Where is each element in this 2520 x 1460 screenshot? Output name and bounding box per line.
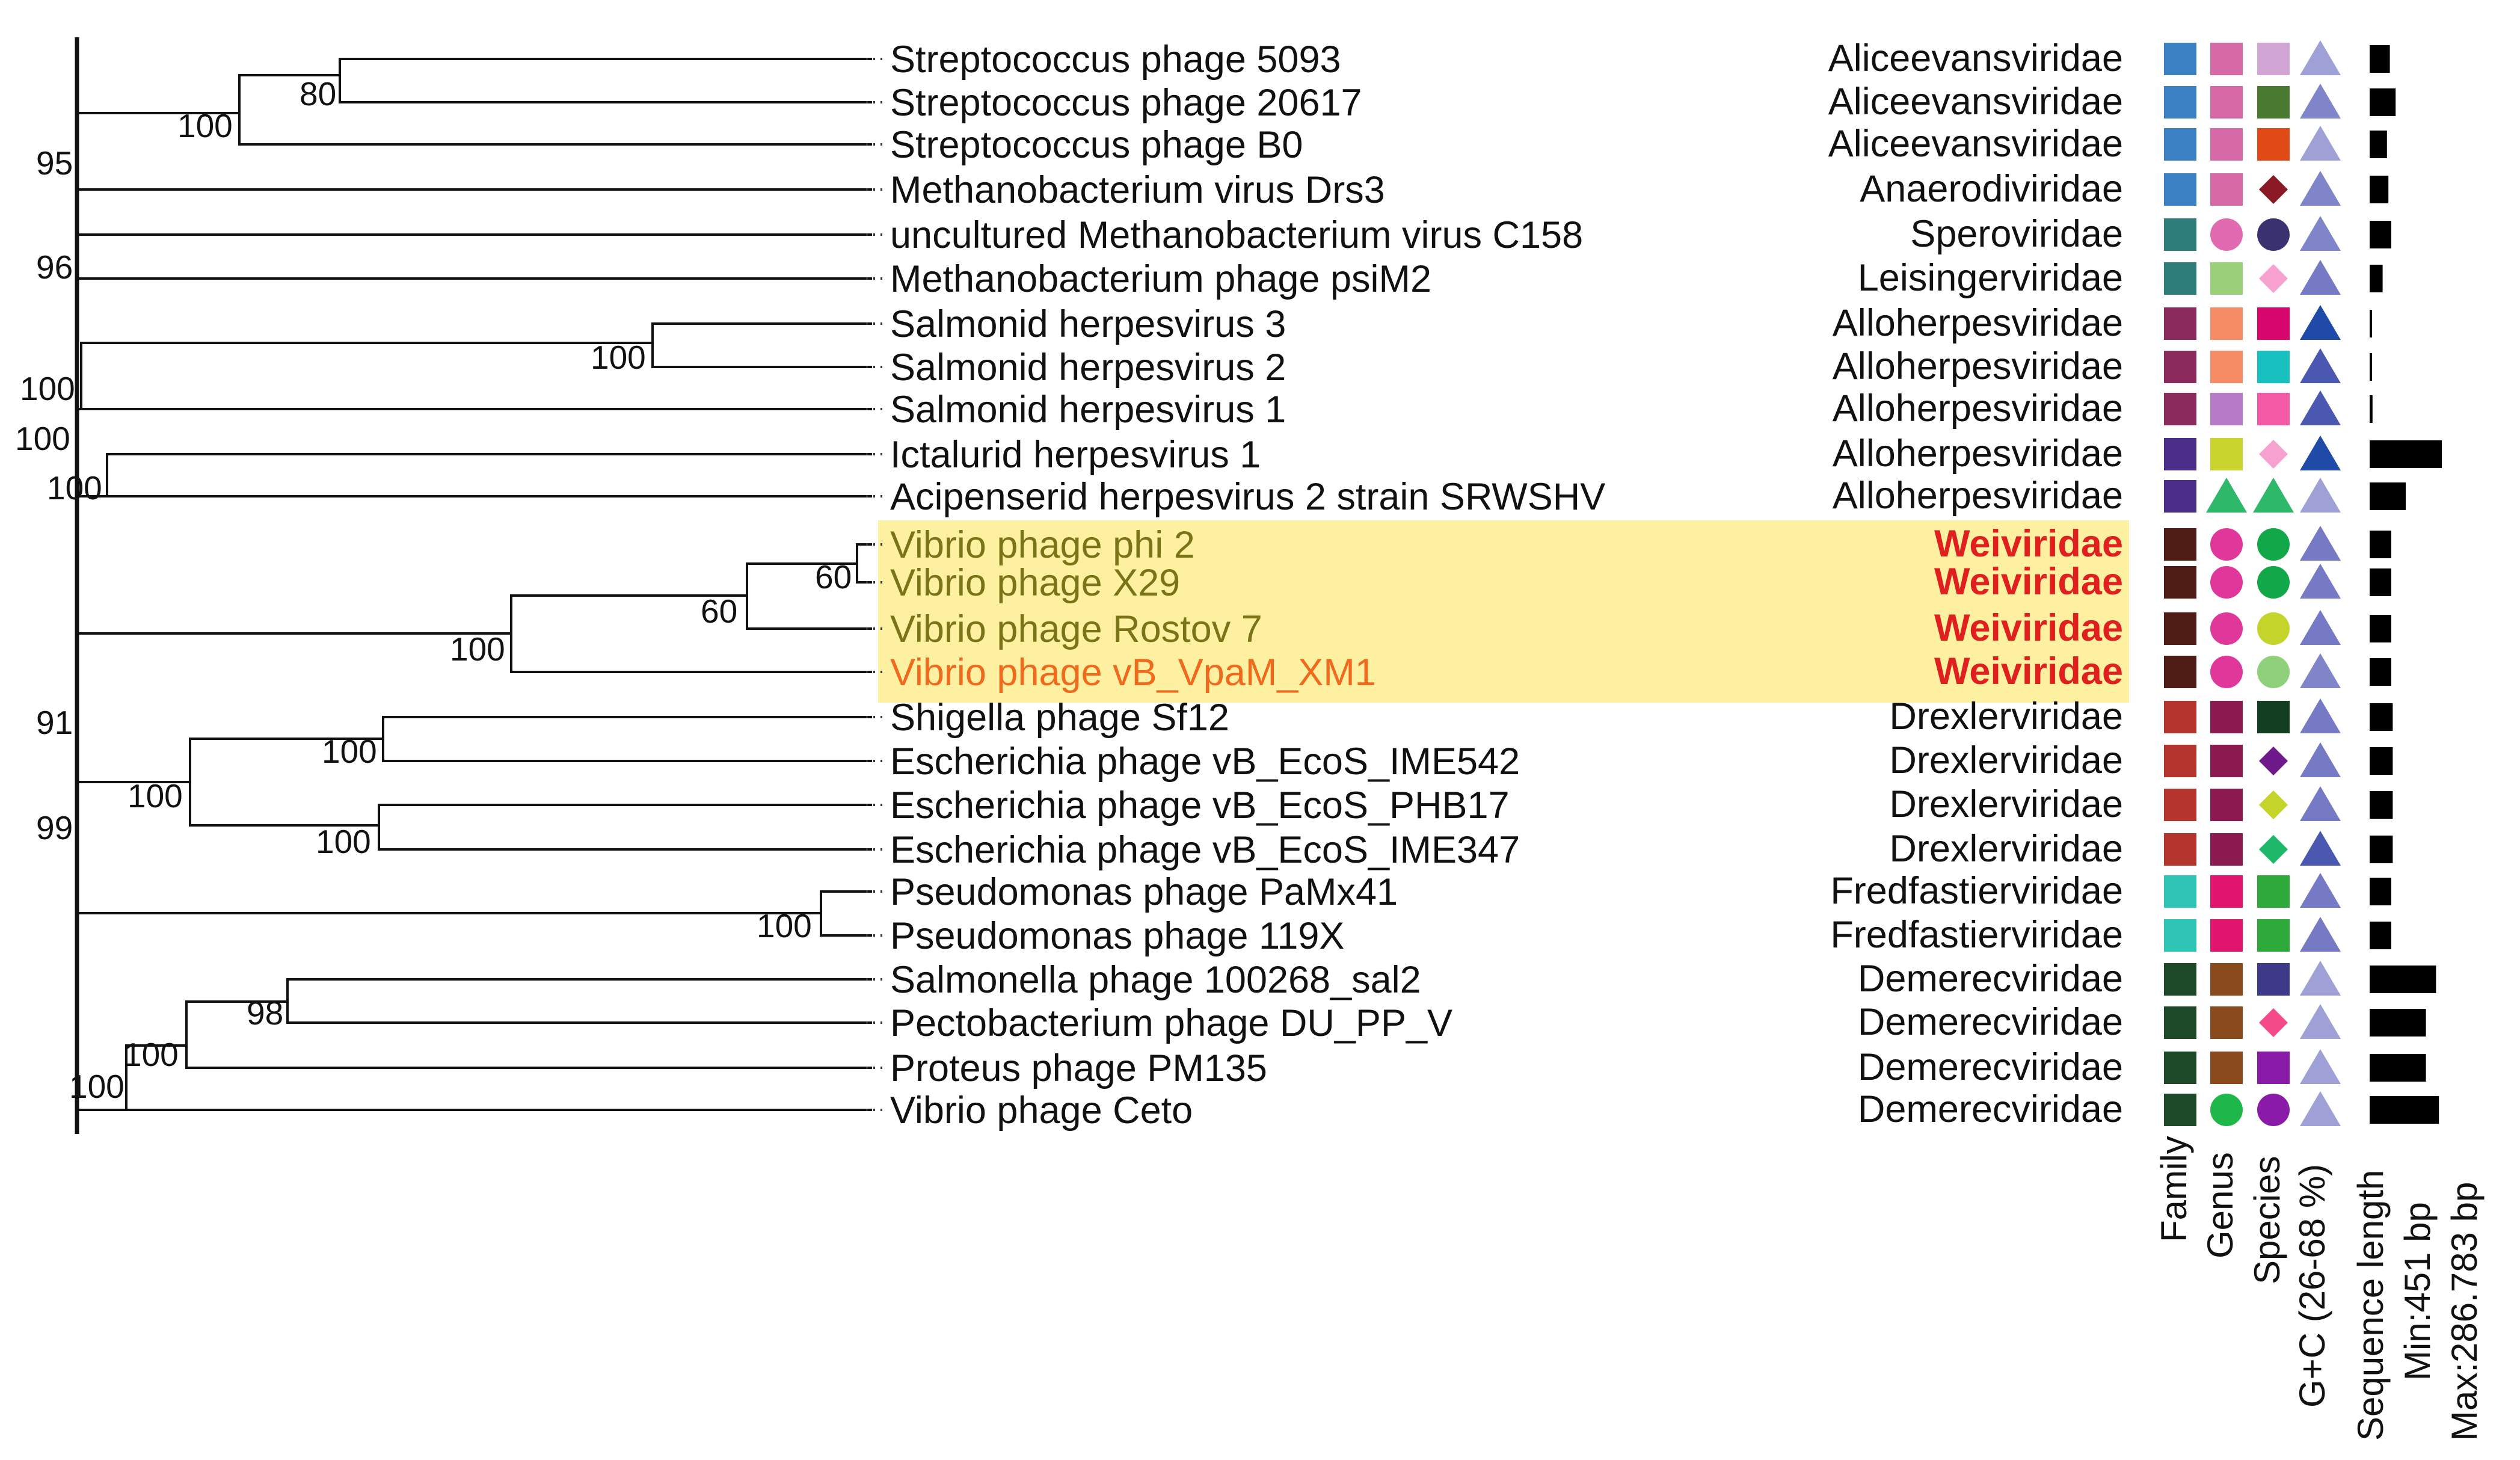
genus-marker (2210, 43, 2243, 75)
species-marker (2257, 701, 2290, 733)
taxon-label: Salmonid herpesvirus 1 (890, 389, 1286, 431)
gc-content-marker (2300, 260, 2341, 295)
gc-content-marker (2300, 961, 2341, 996)
sequence-length-bar (2370, 45, 2390, 73)
genus-marker (2210, 745, 2243, 777)
family-label: Alloherpesviridae (1832, 302, 2123, 344)
family-label: Alloherpesviridae (1832, 345, 2123, 387)
gc-content-marker (2300, 610, 2341, 645)
gc-content-marker (2300, 1049, 2341, 1084)
bootstrap-label: 100 (591, 339, 646, 376)
sequence-length-bar (2370, 703, 2392, 731)
species-marker (2257, 86, 2290, 119)
family-label: Demerecviridae (1857, 1046, 2123, 1088)
taxon-label: Escherichia phage vB_EcoS_PHB17 (890, 784, 1510, 827)
genus-marker (2210, 1006, 2243, 1039)
species-marker (2253, 478, 2294, 513)
sequence-length-bar (2370, 791, 2392, 819)
family-label: Demerecviridae (1857, 1088, 2123, 1130)
taxon-label: Pseudomonas phage 119X (890, 915, 1345, 957)
bootstrap-label: 100 (322, 733, 377, 770)
taxon-label: Acipenserid herpesvirus 2 strain SRWSHV (890, 476, 1606, 518)
sequence-length-bar (2370, 310, 2372, 337)
species-marker (2257, 351, 2290, 383)
genus-marker (2210, 612, 2243, 645)
sequence-length-bar (2370, 176, 2388, 203)
genus-marker (2210, 393, 2243, 425)
bootstrap-label: 80 (300, 75, 337, 112)
taxon-label: Escherichia phage vB_EcoS_IME347 (890, 829, 1520, 871)
family-label: Weiviridae (1934, 523, 2123, 565)
family-marker (2164, 218, 2196, 251)
species-marker (2257, 1052, 2290, 1084)
gc-content-marker (2300, 831, 2341, 866)
family-marker (2164, 833, 2196, 866)
taxon-label: uncultured Methanobacterium virus C158 (890, 214, 1584, 256)
species-marker (2257, 218, 2290, 251)
sequence-length-bar (2370, 395, 2373, 423)
column-label-sequence-length: Sequence length (2350, 1169, 2391, 1441)
family-marker (2164, 789, 2196, 821)
species-marker (2257, 128, 2290, 161)
sequence-length-bar (2370, 658, 2391, 686)
family-marker (2164, 701, 2196, 733)
family-label: Leisingerviridae (1857, 257, 2123, 299)
family-marker (2164, 43, 2196, 75)
bootstrap-label: 100 (128, 777, 183, 815)
bootstrap-label: 95 (36, 144, 73, 182)
family-marker (2164, 173, 2196, 206)
species-marker (2259, 790, 2288, 819)
genus-marker (2210, 1094, 2243, 1126)
sequence-length-bar (2370, 531, 2391, 558)
family-marker (2164, 745, 2196, 777)
bootstrap-label: 60 (701, 593, 738, 630)
taxon-label: Methanobacterium virus Drs3 (890, 169, 1385, 211)
family-label: Drexlerviridae (1889, 828, 2123, 870)
taxon-label: Salmonid herpesvirus 2 (890, 347, 1286, 389)
species-marker (2257, 566, 2290, 599)
species-marker (2259, 1008, 2288, 1037)
family-label: Fredfastierviridae (1830, 914, 2123, 956)
bootstrap-label: 100 (177, 107, 233, 144)
species-marker (2259, 175, 2288, 204)
bootstrap-label: 91 (36, 704, 73, 741)
taxon-label: Salmonid herpesvirus 3 (890, 303, 1286, 345)
family-marker (2164, 1094, 2196, 1126)
family-marker (2164, 86, 2196, 119)
genus-marker (2210, 701, 2243, 733)
taxon-label: Proteus phage PM135 (890, 1047, 1267, 1089)
family-label: Weiviridae (1934, 561, 2123, 603)
family-label: Aliceevansviridae (1828, 37, 2123, 79)
species-marker (2259, 264, 2288, 293)
gc-content-marker (2300, 873, 2341, 908)
gc-content-marker (2300, 917, 2341, 952)
family-label: Fredfastierviridae (1830, 870, 2123, 912)
species-marker (2259, 440, 2288, 469)
taxon-label: Vibrio phage X29 (890, 562, 1181, 604)
sequence-length-bar (2370, 131, 2387, 158)
family-label: Demerecviridae (1857, 958, 2123, 1000)
sequence-length-bar (2370, 878, 2391, 905)
gc-content-marker (2300, 348, 2341, 383)
family-marker (2164, 438, 2196, 470)
family-marker (2164, 128, 2196, 161)
family-marker (2164, 656, 2196, 688)
family-label: Speroviridae (1910, 213, 2123, 255)
gc-content-marker (2300, 786, 2341, 821)
family-marker (2164, 351, 2196, 383)
family-label: Weiviridae (1934, 607, 2123, 649)
gc-content-marker (2300, 1004, 2341, 1039)
family-label: Drexlerviridae (1889, 739, 2123, 781)
taxon-label: Streptococcus phage 20617 (890, 82, 1362, 124)
bootstrap-label: 100 (47, 469, 102, 507)
gc-content-marker (2300, 84, 2341, 119)
genus-marker (2210, 963, 2243, 996)
species-marker (2257, 919, 2290, 952)
family-marker (2164, 1052, 2196, 1084)
genus-marker (2210, 86, 2243, 119)
taxon-label: Vibrio phage phi 2 (890, 524, 1195, 566)
bootstrap-label: 100 (69, 1068, 124, 1105)
genus-marker (2210, 528, 2243, 561)
column-label-species: Species (2247, 1156, 2287, 1284)
column-label-length-max: Max:286.783 bp (2444, 1181, 2485, 1441)
genus-marker (2210, 307, 2243, 340)
gc-content-marker (2300, 564, 2341, 599)
family-label: Aliceevansviridae (1828, 123, 2123, 165)
column-labels (2154, 1136, 2485, 1441)
bootstrap-label: 99 (36, 809, 73, 846)
bootstrap-labels (15, 75, 852, 1105)
genus-marker (2210, 656, 2243, 688)
bootstrap-label: 100 (15, 420, 70, 457)
gc-content-marker (2300, 653, 2341, 688)
species-marker (2259, 835, 2288, 864)
species-marker (2257, 393, 2290, 425)
species-marker (2257, 528, 2290, 561)
species-marker (2257, 656, 2290, 688)
gc-content-marker (2300, 171, 2341, 206)
bootstrap-label: 100 (123, 1036, 179, 1073)
tree-branches (77, 37, 872, 1134)
genus-marker (2210, 218, 2243, 251)
column-label-length-min: Min:451 bp (2397, 1202, 2438, 1381)
taxon-label: Salmonella phage 100268_sal2 (890, 959, 1421, 1001)
family-label: Alloherpesviridae (1832, 433, 2123, 475)
family-label: Aliceevansviridae (1828, 81, 2123, 123)
gc-content-marker (2300, 216, 2341, 251)
gc-content-marker (2300, 390, 2341, 425)
family-marker (2164, 919, 2196, 952)
gc-content-marker (2300, 742, 2341, 777)
genus-marker (2210, 789, 2243, 821)
species-marker (2257, 612, 2290, 645)
genus-marker (2210, 128, 2243, 161)
genus-marker (2210, 262, 2243, 295)
sequence-length-bar (2370, 1096, 2439, 1124)
column-label-gc: G+C (26-68 %) (2292, 1163, 2332, 1408)
family-marker (2164, 393, 2196, 425)
bootstrap-label: 100 (450, 630, 505, 668)
genus-marker (2210, 351, 2243, 383)
species-marker (2259, 747, 2288, 775)
bootstrap-label: 96 (36, 248, 73, 286)
bootstrap-label: 60 (815, 558, 852, 596)
sequence-length-bar (2370, 568, 2391, 596)
gc-content-marker (2300, 126, 2341, 161)
gc-content-marker (2300, 40, 2341, 75)
genus-marker (2210, 875, 2243, 908)
family-marker (2164, 875, 2196, 908)
species-marker (2257, 43, 2290, 75)
gc-content-marker (2300, 478, 2341, 513)
genus-marker (2210, 566, 2243, 599)
genus-marker (2206, 478, 2247, 513)
gc-content-marker (2300, 305, 2341, 340)
species-marker (2257, 963, 2290, 996)
bootstrap-label: 100 (316, 823, 371, 860)
sequence-length-bar (2370, 88, 2396, 116)
sequence-length-bar (2370, 747, 2392, 775)
species-marker (2257, 1094, 2290, 1126)
sequence-length-bar (2370, 836, 2392, 863)
family-marker (2164, 963, 2196, 996)
taxon-label: Streptococcus phage B0 (890, 124, 1303, 166)
sequence-length-bar (2370, 966, 2436, 993)
taxon-label: Methanobacterium phage psiM2 (890, 258, 1432, 300)
genus-marker (2210, 833, 2243, 866)
sequence-length-bar (2370, 221, 2391, 248)
family-marker (2164, 1006, 2196, 1039)
family-marker (2164, 528, 2196, 561)
taxon-label: Escherichia phage vB_EcoS_IME542 (890, 741, 1520, 783)
sequence-length-bar (2370, 440, 2442, 468)
species-marker (2257, 875, 2290, 908)
family-marker (2164, 480, 2196, 513)
sequence-length-bar (2370, 922, 2391, 949)
taxon-label: Vibrio phage Rostov 7 (890, 608, 1262, 650)
species-marker (2257, 307, 2290, 340)
genus-marker (2210, 919, 2243, 952)
taxon-label: Shigella phage Sf12 (890, 697, 1229, 739)
family-marker (2164, 566, 2196, 599)
family-marker (2164, 612, 2196, 645)
family-label: Weiviridae (1934, 650, 2123, 692)
family-label: Drexlerviridae (1889, 695, 2123, 738)
taxon-label: Vibrio phage vB_VpaM_XM1 (890, 651, 1376, 694)
genus-marker (2210, 1052, 2243, 1084)
column-label-family: Family (2154, 1136, 2194, 1242)
sequence-length-bar (2370, 1009, 2426, 1036)
family-label: Drexlerviridae (1889, 783, 2123, 825)
family-marker (2164, 262, 2196, 295)
sequence-length-bar (2370, 615, 2391, 642)
taxon-label: Pseudomonas phage PaMx41 (890, 871, 1398, 913)
bootstrap-label: 100 (20, 370, 75, 407)
genus-marker (2210, 173, 2243, 206)
family-label: Anaerodiviridae (1860, 168, 2123, 210)
gc-content-marker (2300, 698, 2341, 733)
taxon-label: Streptococcus phage 5093 (890, 39, 1341, 81)
bootstrap-label: 98 (247, 994, 284, 1032)
sequence-length-bar (2370, 353, 2372, 381)
sequence-length-bar (2370, 482, 2406, 510)
family-label: Demerecviridae (1857, 1001, 2123, 1043)
bootstrap-label: 100 (757, 907, 812, 944)
sequence-length-bar (2370, 265, 2383, 292)
family-label: Alloherpesviridae (1832, 475, 2123, 517)
taxon-label: Vibrio phage Ceto (890, 1089, 1193, 1132)
column-label-genus: Genus (2200, 1152, 2240, 1258)
family-marker (2164, 307, 2196, 340)
taxon-label: Pectobacterium phage DU_PP_V (890, 1002, 1453, 1044)
family-label: Alloherpesviridae (1832, 387, 2123, 430)
genus-marker (2210, 438, 2243, 470)
taxon-label: Ictalurid herpesvirus 1 (890, 434, 1261, 476)
sequence-length-bar (2370, 1054, 2426, 1082)
gc-content-marker (2300, 436, 2341, 470)
gc-content-marker (2300, 526, 2341, 561)
gc-content-marker (2300, 1091, 2341, 1126)
